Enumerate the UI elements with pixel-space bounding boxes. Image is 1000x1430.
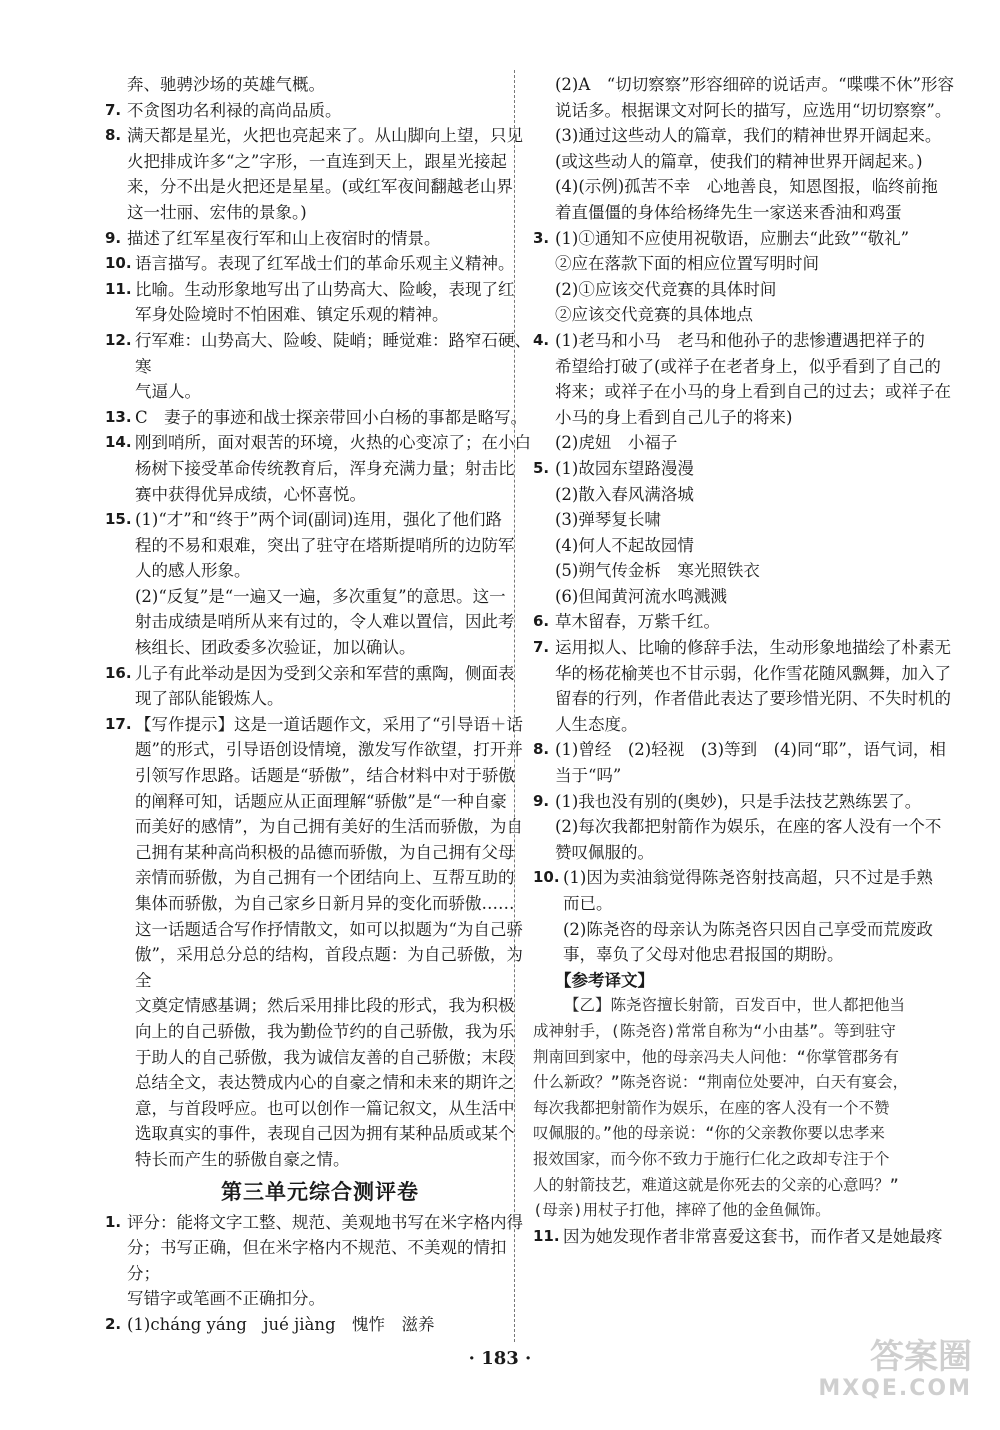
answer-line: 留春的行列，作者借此表达了要珍惜光阴、不失时机的 [555,689,951,709]
answer-line: (1)故园东望路漫漫 [555,458,694,478]
answer-line: 希望给打破了(或祥子在老者身上，似乎看到了自己的 [555,356,941,376]
answer-line: 分；书写正确，但在米字格内不规范、不美观的情扣分； [127,1238,507,1283]
answer-line: (2)A “切切察察”形容细碎的说话声。“喋喋不休”形容 [555,75,955,94]
answer-line: 集体而骄傲，为自己家乡日新月异的变化而骄傲…… [135,894,515,913]
answer-line: 己拥有某种高尚积极的品德而骄傲，为自己拥有父母 [135,842,515,862]
answer-line: 气逼人。 [135,382,201,402]
section-title: 第三单元综合测评卷 [221,1179,419,1204]
answer-line: 小马的身上看到自己儿子的将来) [555,407,793,427]
answer-line: 引领写作思路。话题是“骄傲”，结合材料中对于骄傲 [135,766,515,786]
answer-line: 而美好的感情”，为自己拥有美好的生活而骄傲，为自 [135,817,523,837]
answer-line: (1)曾经 (2)轻视 (3)等到 (4)同“耶”，语气词，相 [555,740,946,760]
answer-item [533,635,963,737]
item-number: 10. [533,868,560,887]
translation-line: 每次我都把射箭作为娱乐，在座的客人没有一个不赞 [533,1098,890,1117]
answer-line: 选取真实的事件，表现自己因为拥有某种品质或某个 [135,1124,515,1144]
answer-line: ②应在落款下面的相应位置写明时间 [555,254,819,274]
answer-line: (1)老马和小马 老马和他孙子的悲惨遭遇把祥子的 [555,330,925,350]
answer-item [105,72,535,98]
answer-line: 【写作提示】这是一道话题作文，采用了“引导语＋话 [135,714,523,734]
page-number: · 183 · [468,1348,532,1369]
item-number: 2. [105,1314,122,1333]
answer-item [105,251,535,277]
item-number: 11. [105,279,132,298]
answer-line: (2)每次我都把射箭作为娱乐，在座的客人没有一个不 [555,817,942,837]
item-number: 8. [105,126,122,145]
answer-line: 而已。 [563,894,613,913]
answer-line: 着直僵僵的身体给杨绛先生一家送来香油和鸡蛋 [555,202,902,222]
answer-item [105,98,535,124]
answer-line: (1)“才”和“终于”两个词(副词)连用，强化了他们路 [135,510,502,530]
answer-line: (2)①应该交代竞赛的具体时间 [555,279,777,299]
answer-line: 人的感人形象。 [135,561,251,581]
answer-line: (3)弹琴复长啸 [555,510,661,530]
answer-item [533,865,963,967]
item-number: 7. [533,638,550,657]
answer-line: 题”的形式，引导语创设情境，激发写作欲望，打开并 [135,740,523,760]
item-number: 10. [105,254,132,273]
answer-line: 说话多。根据课文对阿长的描写，应选用“切切察察”。 [555,100,952,120]
answer-line: (1)我也没有别的(奥妙)，只是手法技艺熟练罢了。 [555,791,922,811]
answer-line: (2)“反复”是“一遍又一遍，多次重复”的意思。这一 [135,586,506,606]
answer-item [105,661,535,712]
answer-item [105,507,535,661]
answer-line: (1)①通知不应使用祝敬语，应删去“此致”“敬礼” [555,228,910,248]
answer-line: (2)散入春风满洛城 [555,484,694,504]
left-column [105,72,535,1338]
answer-line: (1)因为卖油翁觉得陈尧咨射技高超，只不过是手熟 [563,868,933,888]
answer-line: (2)陈尧咨的母亲认为陈尧咨只因自己享受而荒废政 [563,919,933,939]
reference-heading: 【参考译文】 [555,970,654,990]
answer-line: (6)但闻黄河流水鸣溅溅 [555,586,727,606]
answer-item [533,789,963,866]
item-number: 15. [105,510,132,529]
translation-line: 报效国家，而今你不致力于施行仁化之政却专注于个 [533,1149,890,1168]
answer-item [533,456,963,610]
answer-item [105,1210,535,1312]
answer-line: 满天都是星光，火把也亮起来了。从山脚向上望，只见 [127,126,523,146]
answer-line: (4)何人不起故园情 [555,535,694,555]
translation-line: (母亲)用杖子打他，摔碎了他的金鱼佩饰。 [533,1201,831,1220]
answer-line: 将来；或祥子在小马的身上看到自己的过去；或祥子在 [555,382,951,402]
answer-line: 火把排成许多“之”字形，一直连到天上，跟星光接起 [127,151,507,171]
item-number: 13. [105,407,132,426]
translation-line: 成神射手，(陈尧咨)常常自称为“小由基”。等到驻守 [533,1021,896,1040]
answer-line: (3)通过这些动人的篇章，我们的精神世界开阔起来。 [555,126,942,146]
answer-item [105,277,535,328]
translation-line: 荆南回到家中，他的母亲冯夫人问他：“你掌管郡务有 [533,1047,899,1066]
answer-item [533,328,963,456]
answer-line: 程的不易和艰难，突出了驻守在塔斯提哨所的边防军 [135,535,515,555]
answer-line: (4)(示例)孤苦不幸 心地善良，知恩图报，临终前拖 [555,177,938,197]
answer-line: 事，辜负了父母对他忠君报国的期盼。 [563,945,844,965]
item-number: 4. [533,330,550,349]
answer-line: 草木留春，万紫千红。 [555,612,720,632]
answer-line: 向上的自己骄傲，我为勤俭节约的自己骄傲，我为乐 [135,1021,515,1041]
answer-line: 人生态度。 [555,714,638,734]
answer-line: 来，分不出是火把还是星星。(或红军夜间翻越老山界 [127,177,513,197]
item-number: 5. [533,458,550,477]
answer-line: 文奠定情感基调；然后采用排比段的形式，我为积极 [135,996,515,1016]
answer-line: C 妻子的事迹和战士探亲带回小白杨的事都是略写。 [135,407,528,427]
answer-line: ②应该交代竞赛的具体地点 [555,305,753,325]
item-number: 8. [533,740,550,759]
answer-item [533,737,963,788]
item-number: 11. [533,1226,560,1245]
answer-line: 儿子有此举动是因为受到父亲和军营的熏陶，侧面表 [135,663,515,683]
answer-line: (2)虎妞 小福子 [555,433,678,453]
answer-line: 傲”，采用总分总的结构，首段点题：为自己骄傲，为全 [135,945,523,990]
answer-line: 现了部队能锻炼人。 [135,689,284,709]
answer-line: 奔、驰骋沙场的英雄气概。 [127,75,325,94]
answer-line: 于助人的自己骄傲，我为诚信友善的自己骄傲；末段 [135,1047,515,1067]
answer-line: 比喻。生动形象地写出了山势高大、险峻，表现了红 [135,279,515,299]
answer-line: 行军难：山势高大、险峻、陡峭；睡觉难：路窄石硬、寒 [135,330,531,376]
item-number: 12. [105,330,132,349]
answer-item [105,123,535,225]
watermark-url: MXQE.COM [818,1376,972,1401]
answer-line: 不贪图功名利禄的高尚品质。 [127,100,342,120]
item-number: 3. [533,228,550,247]
item-number: 6. [533,612,550,631]
translation-line: 叹佩服的。”他的母亲说：“你的父亲教你要以忠孝来 [533,1124,885,1143]
answer-line: 军身处险境时不怕困难、镇定乐观的精神。 [135,305,449,325]
answer-line: 当于“吗” [555,766,622,786]
right-column [533,72,963,1249]
translation-line: 人的射箭技艺，难道这就是你死去的父亲的心意吗？” [533,1175,899,1194]
answer-line: 华的杨花榆荚也不甘示弱，化作雪花随风飘舞，加入了 [555,663,951,683]
item-number: 1. [105,1212,122,1231]
answer-item [533,72,963,226]
answer-line: 这一话题适合写作抒情散文，如可以拟题为“为自己骄 [135,919,523,939]
item-number: 14. [105,433,132,452]
answer-line: 杨树下接受革命传统教育后，浑身充满力量；射击比 [135,458,515,478]
answer-line: (5)朔气传金柝 寒光照铁衣 [555,561,760,581]
answer-line: 语言描写。表现了红军战士们的革命乐观主义精神。 [135,254,515,274]
answer-item [533,226,963,328]
answer-line: 亲情而骄傲，为自己拥有一个团结向上、互帮互助的 [135,868,515,888]
item-number: 9. [533,791,550,810]
watermark-logo [792,1338,972,1408]
answer-line: 写错字或笔画不正确扣分。 [127,1289,325,1309]
answer-item [533,1224,963,1250]
answer-line: 描述了红军星夜行军和山上夜宿时的情景。 [127,228,441,248]
answer-line: 因为她发现作者非常喜爱这套书，而作者又是她最疼 [563,1226,943,1246]
answer-line: 的阐释可知，话题应从正面理解“骄傲”是“一种自豪 [135,791,507,811]
answer-line: 意，与首段呼应。也可以创作一篇记叙文，从生活中 [135,1098,515,1118]
answer-line: 赞叹佩服的。 [555,842,654,862]
item-number: 16. [105,663,132,682]
translation-line: 【乙】陈尧咨擅长射箭，百发百中，世人都把他当 [564,996,906,1015]
answer-item [105,712,535,1173]
translation-line: 什么新政？”陈尧咨说：“荆南位处要冲，白天有宴会， [533,1073,909,1092]
answer-line: 核组长、团政委多次验证，加以确认。 [135,638,416,658]
answer-item [105,405,535,431]
answer-line: 刚到哨所，面对艰苦的环境，火热的心变凉了；在小白 [135,433,531,453]
watermark-text: 答案圈 [870,1337,972,1377]
answer-line: 射击成绩是哨所从来有过的，令人难以置信，因此考 [135,612,515,632]
answer-item [105,226,535,252]
answer-line: (或这些动人的篇章，使我们的精神世界开阔起来。) [555,151,923,171]
item-number: 9. [105,228,122,247]
item-number: 7. [105,100,122,119]
reference-translation [533,993,963,1223]
answer-line: 赛中获得优异成绩，心怀喜悦。 [135,484,366,504]
answer-line: 运用拟人、比喻的修辞手法，生动形象地描绘了朴素无 [555,638,951,658]
item-number: 17. [105,714,132,733]
answer-line: (1)cháng yáng jué jiàng 愧怍 滋养 [127,1314,435,1334]
answer-line: 这一壮丽、宏伟的景象。) [127,202,307,222]
answer-line: 特长而产生的骄傲自豪之情。 [135,1149,350,1169]
answer-item [533,609,963,635]
answer-line: 评分：能将文字工整、规范、美观地书写在米字格内得 [127,1212,523,1232]
answer-item [105,328,535,405]
answer-item [105,1312,535,1338]
column-divider [514,70,515,1342]
answer-item [105,430,535,507]
answer-line: 总结全文，表达赞成内心的自豪之情和未来的期许之 [135,1073,515,1093]
